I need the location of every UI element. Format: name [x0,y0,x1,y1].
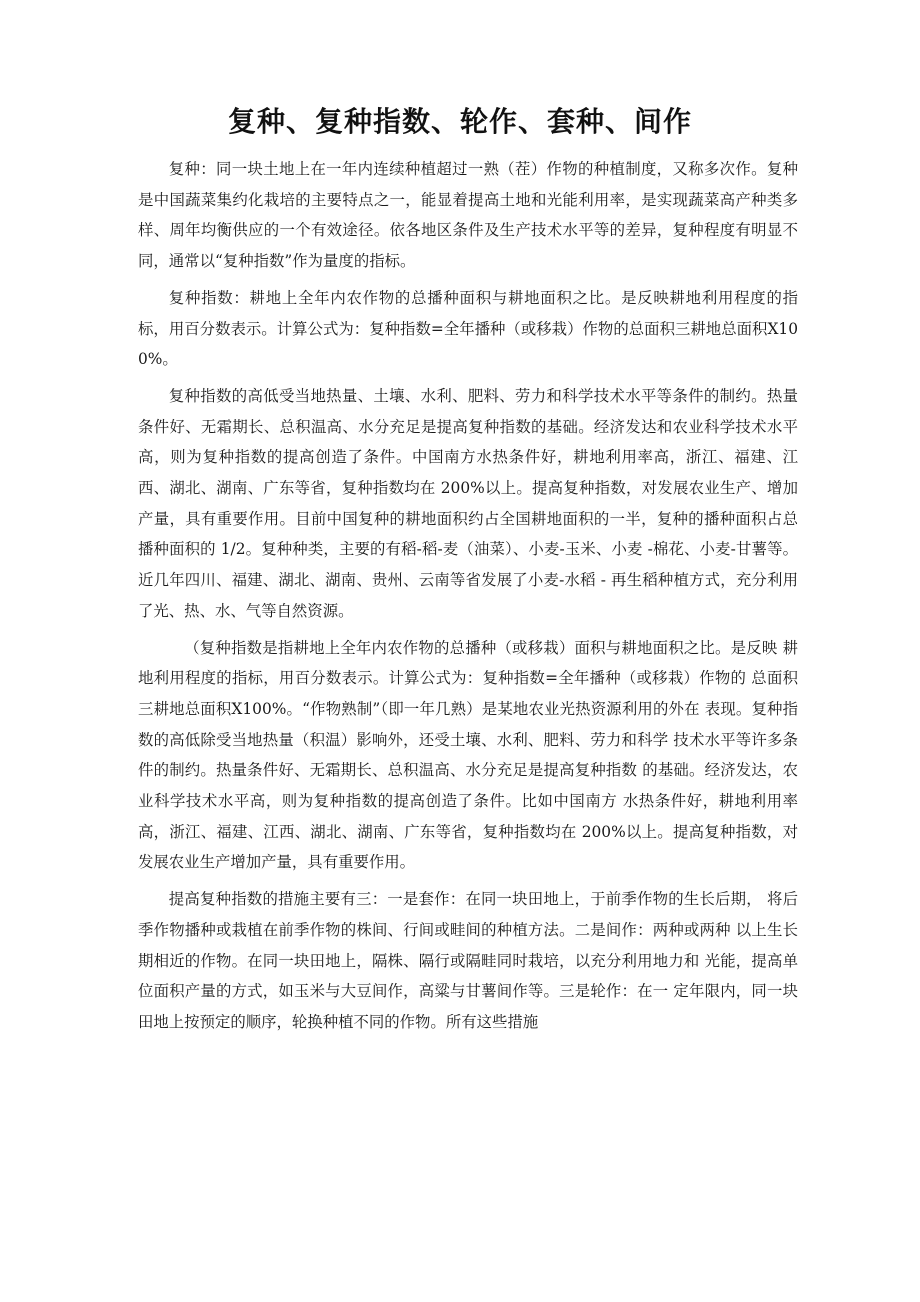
paragraph-index-explanation: （复种指数是指耕地上全年内农作物的总播种（或移栽）面积与耕地面积之比。是反映 耕地利用程度的指标，用百分数表示。计算公式为：复种指数=全年播种（或移栽）作物的 总面积三耕地总面积X100%。“作物熟制”（即一年几熟）是某地农业光热资源利用的外在 表现。复种指数的高低除受当地热量（积温）影响外，还受土壤、水利、肥料、劳力和科学 技术水平等许多条件的制约。热量条件好、无霜期长、总积温高、水分充足是提高复种指数 的基础。经济发达，农业科学技术水平高，则为复种指数的提高创造了条件。比如中国南方 水热条件好，耕地利用率高，浙江、福建、江西、湖北、湖南、广东等省，复种指数均在 200%以上。提高复种指数，对发展农业生产增加产量，具有重要作用。 [138,638,798,872]
paragraph-fuzhong-definition: 复种：同一块土地上在一年内连续种植超过一熟（茬）作物的种植制度，又称多次作。复种是中国蔬菜集约化栽培的主要特点之一，能显着提高土地和光能利用率，是实现蔬菜高产种类多样、周年均衡供应的一个有效途径。依各地区条件及生产技术水平等的差异，复种程度有明显不同，通常以“复种指数”作为量度的指标。 [138,160,798,271]
paragraph-index-factors: 复种指数的高低受当地热量、土壤、水利、肥料、劳力和科学技术水平等条件的制约。热量条件好、无霜期长、总积温高、水分充足是提高复种指数的基础。经济发达和农业科学技术水平高，则为复种指数的提高创造了条件。中国南方水热条件好，耕地利用率高，浙江、福建、江西、湖北、湖南、广东等省，复种指数均在 200%以上。提高复种指数，对发展农业生产、增加产量，具有重要作用。目前中国复种的耕地面积约占全国耕地面积的一半，复种的播种面积占总播种面积的 1/2。复种种类，主要的有稻-稻-麦（油菜）、小麦-玉米、小麦 -棉花、小麦-甘薯等。近几年四川、福建、湖北、湖南、贵州、云南等省发展了小麦-水稻 - 再生稻种植方式，充分利用了光、热、水、气等自然资源。 [138,386,798,620]
document-title: 复种、复种指数、轮作、套种、间作 [227,105,692,138]
paragraph-improvement-measures: 提高复种指数的措施主要有三：一是套作：在同一块田地上，于前季作物的生长后期， 将后季作物播种或栽植在前季作物的株间、行间或畦间的种植方法。二是间作：两种或两种 以上生长期相近的作物。在同一块田地上，隔株、隔行或隔畦同时栽培，以充分利用地力和 光能，提高单位面积产量的方式，如玉米与大豆间作，高粱与甘薯间作等。三是轮作：在一 定年限内，同一块田地上按预定的顺序，轮换种植不同的作物。所有这些措施 [138,890,798,1031]
document-body [138,154,798,1044]
paragraph-fuzhong-index-definition: 复种指数：耕地上全年内农作物的总播种面积与耕地面积之比。是反映耕地利用程度的指标，用百分数表示。计算公式为：复种指数=全年播种（或移栽）作物的总面积三耕地总面积X100%。 [138,288,798,369]
